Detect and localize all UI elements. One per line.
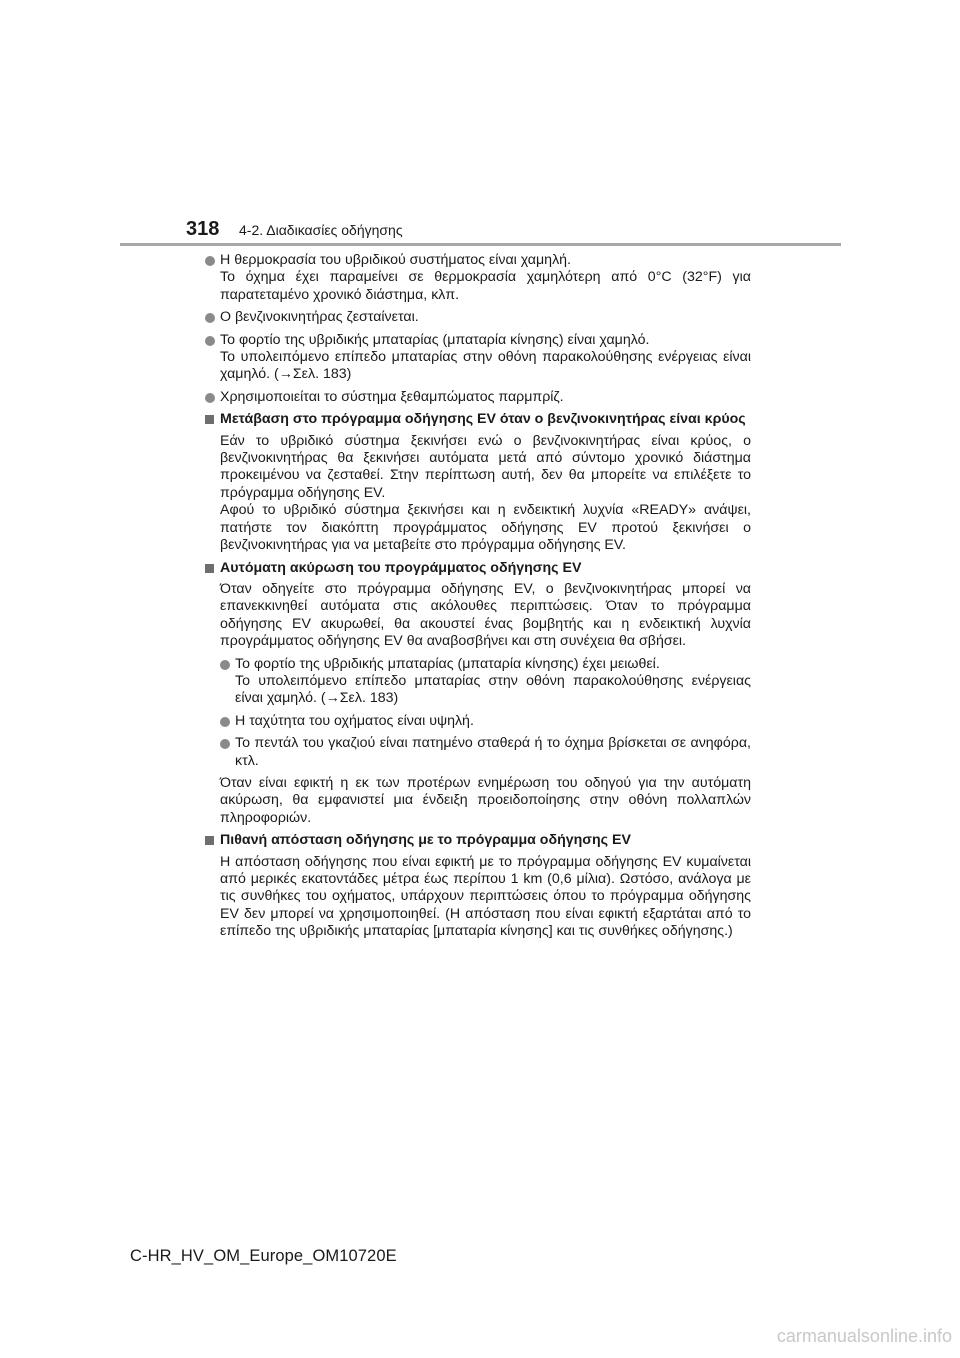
bullet-item: Χρησιμοποιείται το σύστημα ξεθαμπώματος παρμπρίζ. xyxy=(205,389,751,406)
section-square-icon xyxy=(205,415,214,424)
bullet-dot-icon xyxy=(220,660,230,670)
paragraph: Αφού το υβριδικό σύστημα ξεκινήσει και η ενδεικτική λυχνία «READY» ανάψει, πατήστε τον διακόπτη προγράμματος οδήγησης EV προτού ξεκινήσει ο βενζινοκινητήρας για να μεταβείτε στο πρόγραμμα οδήγησης EV. xyxy=(220,502,751,554)
bullet-item: Η ταχύτητα του οχήματος είναι υψηλή. xyxy=(220,713,751,730)
bullet-item: Το φορτίο της υβριδικής μπαταρίας (μπαταρία κίνησης) είναι χαμηλό. Το υπολειπόμενο επίπεδο μπαταρίας στην οθόνη παρακολούθησης ενέργειας είναι χαμηλό. (→Σελ. 183) xyxy=(205,332,751,384)
paragraph: Όταν είναι εφικτή η εκ των προτέρων ενημέρωση του οδηγού για την αυτόματη ακύρωση, θα εμφανιστεί μια ένδειξη προειδοποίησης στην οθόνη πολλαπλών πληροφοριών. xyxy=(220,774,751,826)
page-content xyxy=(205,252,751,941)
paragraph: Όταν οδηγείτε στο πρόγραμμα οδήγησης EV, ο βενζινοκινητήρας μπορεί να επανεκκινηθεί αυτόματα στις ακόλουθες περιπτώσεις. Όταν το πρόγραμμα οδήγησης EV ακυρωθεί, θα ακουστεί ένας βομβητής και η ενδεικτική λυχνία προγράμματος οδήγησης EV θα αναβοσβήνει και στη συνέχεια θα σβήσει. xyxy=(220,580,751,650)
section-heading: Αυτόματη ακύρωση του προγράμματος οδήγησης EV xyxy=(220,559,582,576)
section-ev-distance xyxy=(205,832,751,940)
section-square-icon xyxy=(205,836,214,845)
section-auto-cancel xyxy=(205,560,751,828)
bullet-dot-icon xyxy=(220,717,230,727)
bullet-item: Η θερμοκρασία του υβριδικού συστήματος είναι χαμηλή. Το όχημα έχει παραμείνει σε θερμοκρασία χαμηλότερη από 0°C (32°F) για παρατεταμένο χρονικό διάστημα, κλπ. xyxy=(205,252,751,304)
bullet-item: Το φορτίο της υβριδικής μπαταρίας (μπαταρία κίνησης) έχει μειωθεί. Το υπολειπόμενο επίπεδο μπαταρίας στην οθόνη παρακολούθησης ενέργειας είναι χαμηλό. (→Σελ. 183) xyxy=(220,656,751,708)
section-heading: Πιθανή απόσταση οδήγησης με το πρόγραμμα οδήγησης EV xyxy=(220,832,631,849)
bullet-dot-icon xyxy=(205,336,215,346)
document-code: C-HR_HV_OM_Europe_OM10720E xyxy=(130,1247,397,1265)
bullet-item: Ο βενζινοκινητήρας ζεσταίνεται. xyxy=(205,309,751,326)
bullet-dot-icon xyxy=(220,739,230,749)
bullet-dot-icon xyxy=(205,256,215,266)
section-ev-cold-engine xyxy=(205,411,751,554)
section-heading: Μετάβαση στο πρόγραμμα οδήγησης EV όταν ο βενζινοκινητήρας είναι κρύος xyxy=(220,411,746,428)
header-divider xyxy=(120,243,841,246)
page-number: 318 xyxy=(186,218,220,240)
bullet-dot-icon xyxy=(205,313,215,323)
paragraph: Εάν το υβριδικό σύστημα ξεκινήσει ενώ ο βενζινοκινητήρας είναι κρύος, ο βενζινοκινητήρας θα ξεκινήσει αυτόματα μετά από σύντομο χρονικό διάστημα προκειμένου να ζεσταθεί. Στην περίπτωση αυτή, δεν θα μπορείτε να επιλέξετε το πρόγραμμα οδήγησης EV. xyxy=(220,432,751,501)
bullet-list xyxy=(205,656,751,770)
paragraph: Η απόσταση οδήγησης που είναι εφικτή με το πρόγραμμα οδήγησης EV κυμαίνεται από μερικές εκατοντάδες μέτρα έως περίπου 1 km (0,6 μίλια). Ωστόσο, ανάλογα με τις συνθήκες του οχήματος, υπάρχουν περιπτώσεις όπου το πρόγραμμα οδήγησης EV δεν μπορεί να χρησιμοποιηθεί. (Η απόσταση που είναι εφικτή εξαρτάται από το επίπεδο της υβριδικής μπαταρίας [μπαταρία κίνησης] και τις συνθήκες οδήγησης.) xyxy=(220,853,751,940)
bullet-dot-icon xyxy=(205,393,215,403)
bullet-item: Το πεντάλ του γκαζιού είναι πατημένο σταθερά ή το όχημα βρίσκεται σε ανηφόρα, κτλ. xyxy=(220,735,751,770)
section-title: 4-2. Διαδικασίες οδήγησης xyxy=(239,222,403,238)
watermark: carmanualsonline.info xyxy=(776,1326,952,1346)
section-square-icon xyxy=(205,564,214,573)
